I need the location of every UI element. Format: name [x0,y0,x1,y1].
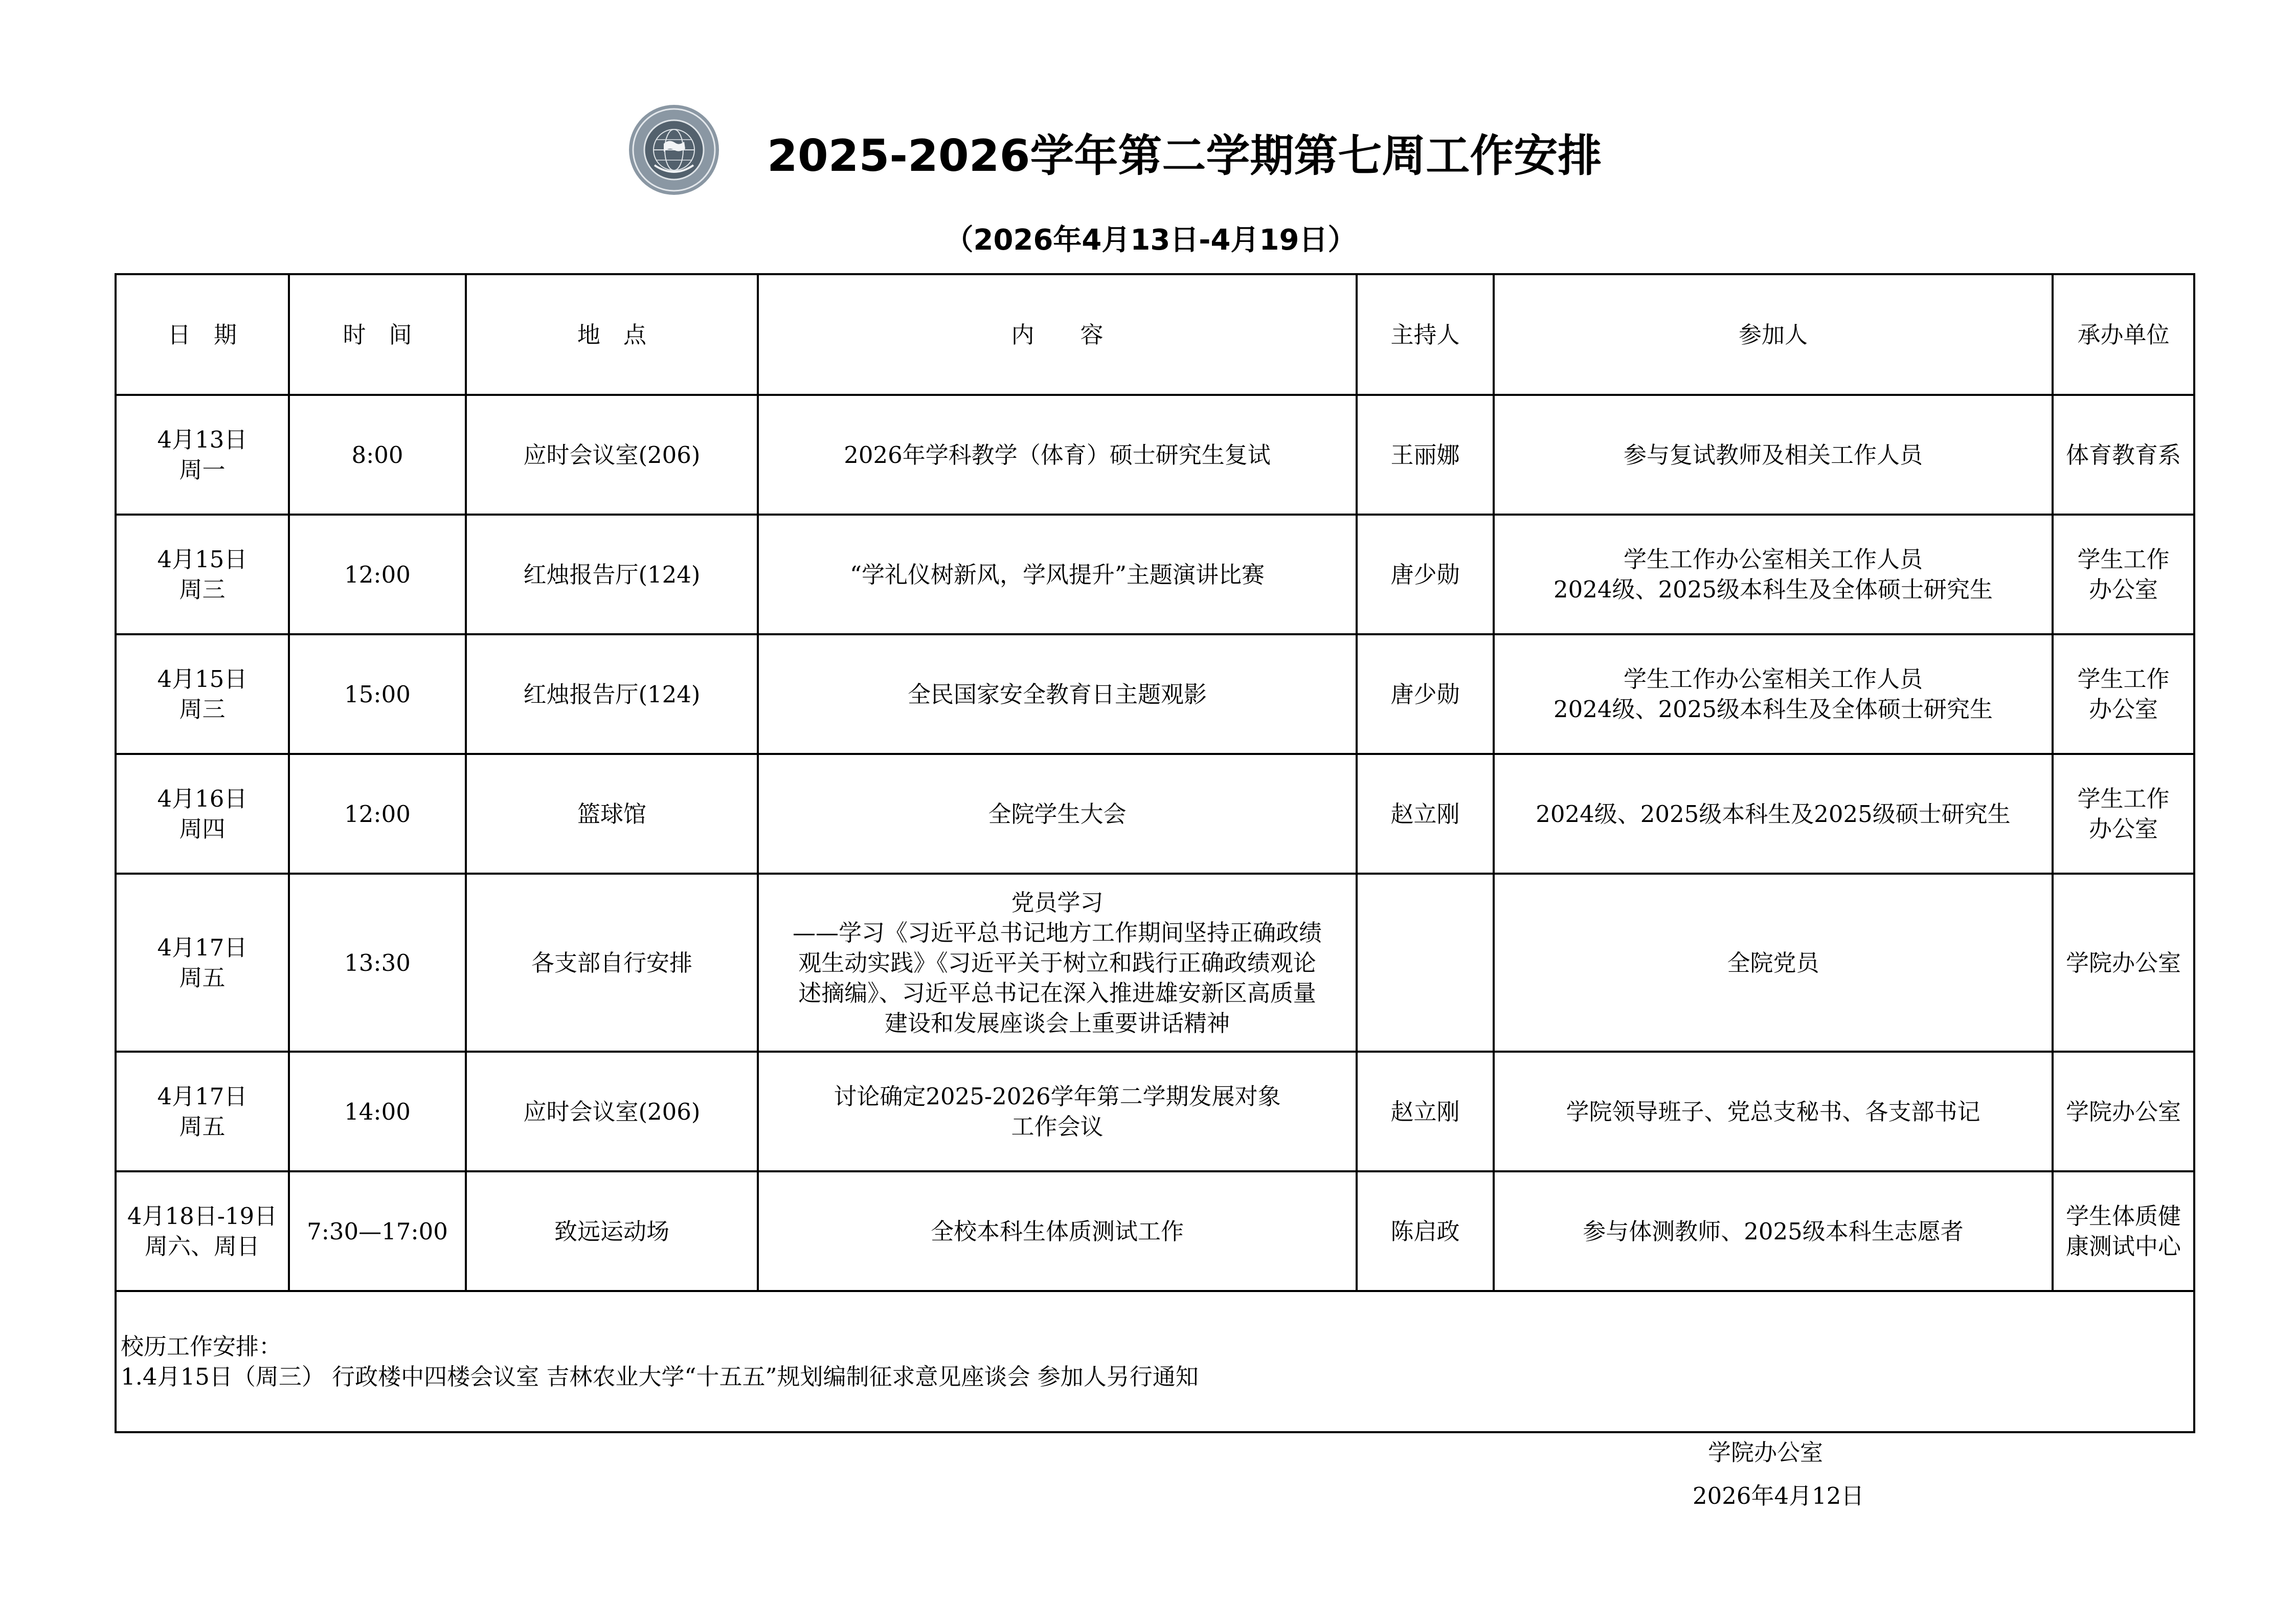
cell-organizer: 学生工作 办公室 [2053,515,2194,634]
table-row [116,874,2194,1052]
notes-item: 1.4月15日（周三） 行政楼中四楼会议室 吉林农业大学“十五五”规划编制征求意见座谈会 参加人另行通知 [121,1363,1199,1390]
table-row [116,1052,2194,1171]
footer-organization: 学院办公室 [1708,1439,1824,1466]
cell-date: 4月16日 周四 [116,754,289,874]
cell-content: 全校本科生体质测试工作 [758,1171,1357,1291]
cell-organizer: 学生体质健 康测试中心 [2053,1171,2194,1291]
table-header-row [116,274,2194,395]
header-date: 日 期 [116,274,289,395]
cell-participants: 学生工作办公室相关工作人员 2024级、2025级本科生及全体硕士研究生 [1494,515,2053,634]
cell-participants: 2024级、2025级本科生及2025级硕士研究生 [1494,754,2053,874]
cell-host: 唐少勋 [1357,634,1494,754]
cell-location: 致远运动场 [466,1171,758,1291]
header-host: 主持人 [1357,274,1494,395]
cell-date: 4月18日-19日 周六、周日 [116,1171,289,1291]
cell-location: 应时会议室(206) [466,1052,758,1171]
university-seal-icon [628,104,720,196]
cell-time: 14:00 [289,1052,466,1171]
cell-host: 赵立刚 [1357,1052,1494,1171]
cell-participants: 学生工作办公室相关工作人员 2024级、2025级本科生及全体硕士研究生 [1494,634,2053,754]
cell-organizer: 学院办公室 [2053,1052,2194,1171]
cell-host [1357,874,1494,1052]
cell-content: 讨论确定2025-2026学年第二学期发展对象 工作会议 [758,1052,1357,1171]
footer-date: 2026年4月12日 [1693,1482,1864,1509]
cell-time: 12:00 [289,515,466,634]
cell-time: 15:00 [289,634,466,754]
cell-content: 党员学习 ——学习《习近平总书记地方工作期间坚持正确政绩 观生动实践》《习近平关于树立和践行正确政绩观论 述摘编》、习近平总书记在深入推进雄安新区高质量 建设和发展座谈会上重要讲话精神 [758,874,1357,1052]
cell-date: 4月13日 周一 [116,395,289,515]
cell-location: 各支部自行安排 [466,874,758,1052]
date-range-subtitle: （2026年4月13日-4月19日） [944,224,1357,257]
table-row [116,754,2194,874]
cell-content: 2026年学科教学（体育）硕士研究生复试 [758,395,1357,515]
cell-host: 陈启政 [1357,1171,1494,1291]
page-title: 2025-2026学年第二学期第七周工作安排 [767,130,1602,182]
cell-time: 13:30 [289,874,466,1052]
cell-location: 红烛报告厅(124) [466,515,758,634]
cell-organizer: 体育教育系 [2053,395,2194,515]
header-participants: 参加人 [1494,274,2053,395]
table-row [116,395,2194,515]
calendar-notes-cell [116,1291,2194,1432]
header-content: 内 容 [758,274,1357,395]
cell-organizer: 学生工作 办公室 [2053,634,2194,754]
table-row [116,634,2194,754]
header-time: 时 间 [289,274,466,395]
cell-location: 篮球馆 [466,754,758,874]
cell-content: “学礼仪树新风，学风提升”主题演讲比赛 [758,515,1357,634]
cell-participants: 全院党员 [1494,874,2053,1052]
cell-participants: 参与体测教师、2025级本科生志愿者 [1494,1171,2053,1291]
cell-content: 全民国家安全教育日主题观影 [758,634,1357,754]
cell-content: 全院学生大会 [758,754,1357,874]
table-row [116,515,2194,634]
cell-time: 8:00 [289,395,466,515]
cell-host: 唐少勋 [1357,515,1494,634]
cell-date: 4月15日 周三 [116,634,289,754]
cell-participants: 学院领导班子、党总支秘书、各支部书记 [1494,1052,2053,1171]
notes-heading: 校历工作安排： [121,1333,282,1360]
header-organizer: 承办单位 [2053,274,2194,395]
cell-organizer: 学院办公室 [2053,874,2194,1052]
calendar-notes-row [116,1291,2194,1432]
cell-host: 赵立刚 [1357,754,1494,874]
cell-date: 4月17日 周五 [116,1052,289,1171]
schedule-table [115,273,2195,1433]
cell-organizer: 学生工作 办公室 [2053,754,2194,874]
cell-time: 7:30—17:00 [289,1171,466,1291]
cell-date: 4月15日 周三 [116,515,289,634]
cell-location: 红烛报告厅(124) [466,634,758,754]
table-row [116,1171,2194,1291]
cell-host: 王丽娜 [1357,395,1494,515]
cell-time: 12:00 [289,754,466,874]
cell-location: 应时会议室(206) [466,395,758,515]
header-location: 地 点 [466,274,758,395]
cell-date: 4月17日 周五 [116,874,289,1052]
cell-participants: 参与复试教师及相关工作人员 [1494,395,2053,515]
